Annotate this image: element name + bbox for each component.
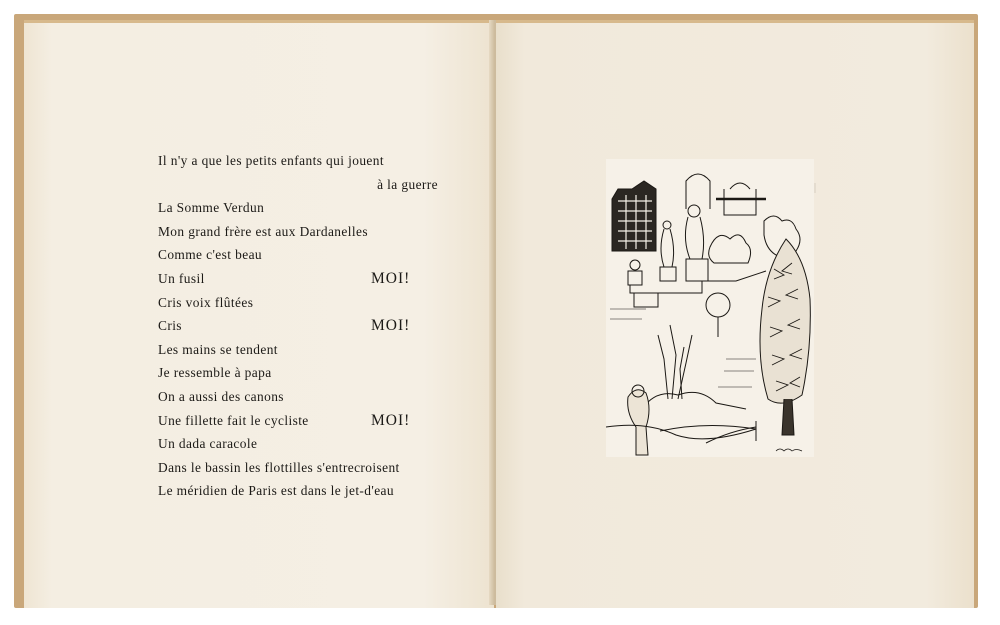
poem-line-5 <box>158 243 458 267</box>
poem-line-4 <box>158 220 458 244</box>
poem-line-text: Cris <box>158 318 182 334</box>
poem-line-text: Mon grand frère est aux Dardanelles <box>158 223 368 239</box>
poem-line-7 <box>158 291 458 315</box>
poem-line-1 <box>158 149 458 173</box>
poem-line-text: On a aussi des canons <box>158 388 284 404</box>
left-page <box>24 20 494 608</box>
poem-line-text: Comme c'est beau <box>158 247 263 263</box>
poem-line-8 <box>158 314 458 338</box>
poem-line-12 <box>158 409 458 433</box>
poem-text <box>158 149 458 503</box>
poem-line-text: Cris voix flûtées <box>158 294 254 310</box>
poem-line-text: Il n'y a que les petits enfants qui jouent <box>158 153 384 168</box>
poem-line-text: La Somme Verdun <box>158 200 265 216</box>
poem-line-text: Les mains se tendent <box>158 341 278 357</box>
garden-etching <box>606 159 814 457</box>
poem-line-text: Dans le bassin les flottilles s'entrecroisent <box>158 459 400 475</box>
poem-line-9 <box>158 338 458 362</box>
right-page <box>496 20 974 608</box>
poem-line-15 <box>158 479 458 503</box>
moi-exclamation: MOI! <box>371 269 411 287</box>
moi-exclamation: MOI! <box>371 317 411 335</box>
poem-line-2 <box>158 173 458 197</box>
poem-line-text: Je ressemble à papa <box>158 365 272 381</box>
moi-exclamation: MOI! <box>371 411 411 429</box>
poem-line-13 <box>158 432 458 456</box>
poem-line-14 <box>158 456 458 480</box>
poem-line-10 <box>158 361 458 385</box>
poem-line-3 <box>158 196 458 220</box>
poem-line-11 <box>158 385 458 409</box>
poem-line-text: Une fillette fait le cycliste <box>158 412 309 428</box>
poem-line-text: Le méridien de Paris est dans le jet-d'eau <box>158 483 394 499</box>
etching-illustration <box>606 159 814 457</box>
poem-line-text: à la guerre <box>377 176 438 192</box>
poem-line-text: Un fusil <box>158 270 205 286</box>
poem-line-6 <box>158 267 458 291</box>
poem-line-text: Un dada caracole <box>158 436 258 452</box>
